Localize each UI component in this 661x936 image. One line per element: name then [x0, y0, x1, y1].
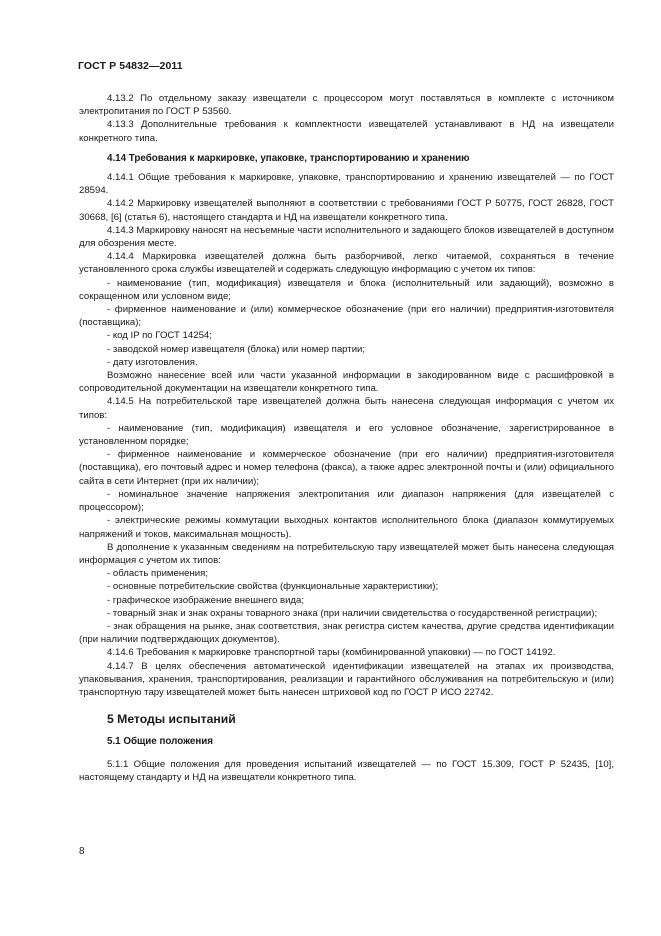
list-item: - заводской номер извещателя (блока) или номер партии; — [107, 343, 366, 355]
section-4-14-body — [79, 171, 614, 699]
list-item: - номинальное значение напряжения электропитания или диапазон напряжения (для извещателей с процессором); — [79, 488, 614, 514]
paragraph: 4.14.4 Маркировка извещателей должна быть разборчивой, легко читаемой, сохраняться в течение установленного срока службы извещателей и содержать следующую информацию с учетом их типов: — [79, 251, 614, 276]
list-item: - фирменное наименование и коммерческое обозначение (при его наличии) предприятия-изготовителя (поставщика), его почтовый адрес и номер телефона (факса), а также адрес электронной почты и (или) официального сайта в сети Интернет (при их наличии); — [79, 449, 614, 487]
paragraph: 4.14.5 На потребительской таре извещателей должна быть нанесена следующая информация с учетом их типов: — [79, 396, 614, 421]
list-item: - знак обращения на рынке, знак соответствия, знак регистра систем качества, другие средства идентификации (при наличии подтверждающих документов). — [79, 620, 614, 646]
paragraph: 4.14.7 В целях обеспечения автоматической идентификации извещателей на этапах их производства, упаковывания, хранения, транспортирования, реализации и гарантийного обслуживания на потребительскую и (или) транспортную тару извещателей может быть нанесен штриховой код по ГОСТ Р ИСО 22742. — [79, 660, 614, 698]
paragraph-5-1-1: 5.1.1 Общие положения для проведения испытаний извещателей — по ГОСТ 15.309, ГОСТ Р 52435, [10], настоящему стандарту и НД на извещатели конкретного типа. — [79, 758, 614, 783]
document-header: ГОСТ Р 54832—2011 — [78, 60, 183, 72]
section-5-1-heading: 5.1 Общие положения — [107, 736, 214, 748]
paragraph: В дополнение к указанным сведениям на потребительскую тару извещателей может быть нанесена следующая информация с учетом их типов: — [79, 541, 614, 566]
page-content — [79, 92, 614, 784]
paragraph: 4.14.1 Общие требования к маркировке, упаковке, транспортированию и хранению извещателей — по ГОСТ 28594. — [79, 172, 614, 197]
paragraph: 4.14.3 Маркировку наносят на несъемные части исполнительного и задающего блоков извещателей в доступном для обозрения месте. — [79, 224, 614, 250]
list-item: - электрические режимы коммутации выходных контактов исполнительного блока (диапазон коммутируемых напряжений и токов, максимальная мощность). — [79, 515, 614, 540]
list-item: - графическое изображение внешнего вида; — [107, 594, 305, 606]
list-item: - основные потребительские свойства (функциональные характеристики); — [107, 581, 439, 593]
paragraph: Возможно нанесение всей или части указанной информации в закодированном виде с расшифровкой в сопроводительной документации на извещатели конкретного типа. — [79, 370, 614, 395]
paragraph: 4.14.2 Маркировку извещателей выполняют в соответствии с требованиями ГОСТ Р 50775, ГОСТ 26828, ГОСТ 30668, [6] (статья 6), настоящего стандарта и НД на извещатели конкретного типа. — [79, 198, 614, 223]
list-item: - код IP по ГОСТ 14254; — [107, 330, 212, 342]
list-item: - дату изготовления. — [107, 356, 198, 368]
page-number: 8 — [79, 846, 85, 857]
list-item: - наименование (тип, модификация) извещателя и его условное обозначение, зарегистрированное в установленном порядке; — [79, 422, 614, 448]
paragraph-4-13-3: 4.13.3 Дополнительные требования к комплектности извещателей устанавливают в НД на извещатели конкретного типа. — [79, 119, 614, 144]
section-5-heading: 5 Методы испытаний — [107, 712, 236, 727]
paragraph: 4.14.6 Требования к маркировке транспортной тары (комбинированной упаковки) — по ГОСТ 14192. — [107, 647, 556, 659]
list-item: - наименование (тип, модификация) извещателя и блока (исполнительный или задающий), возможно в сокращенном или условном виде; — [79, 277, 614, 302]
paragraph-4-13-2: 4.13.2 По отдельному заказу извещатели с процессором могут поставляться в комплекте с источником электропитания по ГОСТ Р 53560. — [79, 93, 614, 118]
section-4-14-heading: 4.14 Требования к маркировке, упаковке, транспортированию и хранению — [107, 152, 470, 164]
list-item: - фирменное наименование и (или) коммерческое обозначение (при его наличии) предприятия-изготовителя (поставщика); — [79, 304, 614, 329]
list-item: - товарный знак и знак охраны товарного знака (при наличии свидетельства о государственной регистрации); — [107, 607, 598, 619]
list-item: - область применения; — [107, 568, 209, 580]
